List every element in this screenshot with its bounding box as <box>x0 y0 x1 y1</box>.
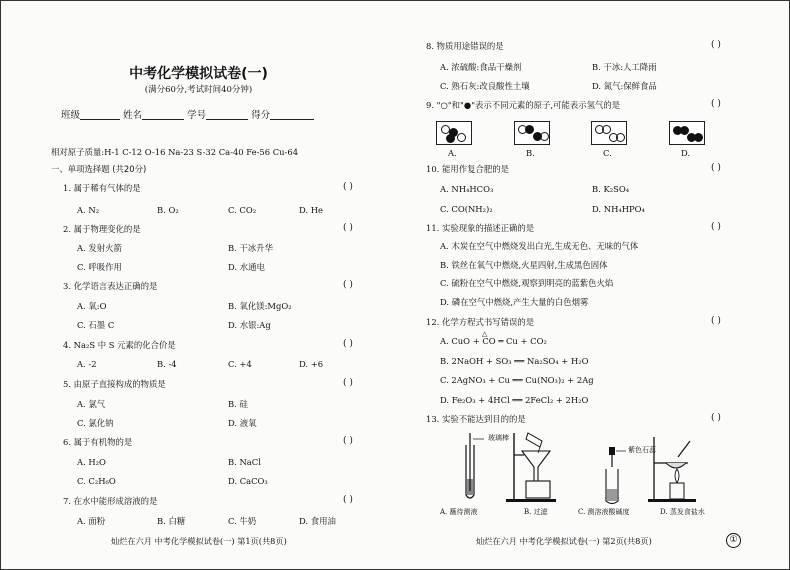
name-blank[interactable] <box>142 109 184 120</box>
question-stem: 4. Na₂S 中 S 元素的化合价是 <box>63 340 176 350</box>
option: C. 石墨 C <box>77 320 115 330</box>
question-stem: 11. 实验现象的描述正确的是 <box>426 223 535 233</box>
answer-blank[interactable]: ( ) <box>343 495 353 505</box>
dropper-icon <box>606 447 626 504</box>
page-1 <box>1 1 396 569</box>
option: A. NH₄HCO₃ <box>440 184 494 194</box>
option: A. 浓硫酸:食品干燥剂 <box>440 62 522 72</box>
class-blank[interactable] <box>80 109 120 120</box>
option: B. 铁丝在氧气中燃烧,火星四射,生成黑色固体 <box>440 260 608 270</box>
option: B. NaCl <box>228 457 261 467</box>
question-stem: 6. 属于有机物的是 <box>63 437 133 447</box>
option: B. 白糖 <box>157 516 186 526</box>
heat-condition-mark: △ <box>482 330 488 338</box>
option: C. +4 <box>228 359 252 369</box>
question-stem: 13. 实验不能达到目的的是 <box>426 414 526 424</box>
option: B. 硅 <box>228 399 248 409</box>
answer-blank[interactable]: ( ) <box>711 99 721 109</box>
atom-filled-icon <box>525 125 534 134</box>
option: C. 测溶液酸碱度 <box>578 508 630 516</box>
test-tube-icon <box>466 433 484 498</box>
option: A. 发射火箭 <box>77 243 122 253</box>
option: C. CO(NH₂)₂ <box>440 204 493 214</box>
question-stem: 3. 化学语言表达正确的是 <box>63 281 158 291</box>
score-blank[interactable] <box>270 109 314 120</box>
option: B. 干冰升华 <box>228 243 273 253</box>
question-stem: 8. 物质用途错误的是 <box>426 41 504 51</box>
option: D. 液氧 <box>228 418 257 428</box>
option: B. 过滤 <box>524 508 548 516</box>
option: C. 氯化钠 <box>77 418 114 428</box>
option: D. He <box>299 205 323 215</box>
question-stem: 7. 在水中能形成溶液的是 <box>63 496 158 506</box>
option: D. 食用油 <box>299 516 336 526</box>
question-stem: 10. 能用作复合肥的是 <box>426 164 509 174</box>
page-2 <box>396 1 789 569</box>
answer-blank[interactable]: ( ) <box>343 280 353 290</box>
option: D. 水通电 <box>228 262 265 272</box>
atom-open-icon <box>457 133 466 142</box>
answer-blank[interactable]: ( ) <box>343 223 353 233</box>
option: C. CO₂ <box>228 205 257 215</box>
question-stem: 5. 由原子直接构成的物质是 <box>63 379 166 389</box>
filtration-icon <box>506 433 556 502</box>
question-stem: 12. 化学方程式书写错误的是 <box>426 317 535 327</box>
atom-open-icon <box>616 133 625 142</box>
atom-filled-icon <box>694 133 703 142</box>
option: B. 2NaOH + SO₃ ══ Na₂SO₄ + H₂O <box>440 356 589 366</box>
exam-subtitle: (满分60分,考试时间40分钟) <box>144 85 253 95</box>
option: D. Fe₂O₃ + 4HCl ══ 2FeCl₂ + 2H₂O <box>440 395 589 405</box>
info-label-id: 学号 <box>187 110 207 121</box>
exam-title: 中考化学模拟试卷(一) <box>129 66 268 82</box>
answer-blank[interactable]: ( ) <box>343 436 353 446</box>
option: D. 水银:Ag <box>228 320 271 330</box>
molecule-diagram-c <box>591 121 627 145</box>
option: C. 牛奶 <box>228 516 257 526</box>
diagram-label-litmus: 紫色石蕊 <box>628 446 656 454</box>
question-stem: 2. 属于物理变化的是 <box>63 224 141 234</box>
option: A. 氯气 <box>77 399 106 409</box>
info-label-name: 姓名 <box>123 110 143 121</box>
option: D. CaCO₃ <box>228 476 268 486</box>
option: B. 干冰:人工降雨 <box>592 62 657 72</box>
answer-blank[interactable]: ( ) <box>711 316 721 326</box>
option: C. 熟石灰:改良酸性土壤 <box>440 81 530 91</box>
option: A. <box>448 148 457 158</box>
page-mark: ① <box>726 533 741 548</box>
page-footer: 灿烂在六月 中考化学模拟试卷(一) 第1页(共8页) <box>111 536 287 546</box>
option: A. N₂ <box>77 205 100 215</box>
atom-open-icon <box>540 132 549 141</box>
option: B. 氧化镁:MgO₂ <box>228 301 292 311</box>
student-info-row <box>61 109 314 122</box>
option: B. <box>526 148 535 158</box>
question-stem: 9. "○"和"●"表示不同元素的原子,可能表示氢气的是 <box>426 100 621 110</box>
molecule-diagram-b <box>514 121 550 145</box>
option: D. +6 <box>299 359 324 369</box>
info-label-class: 班级 <box>61 110 81 121</box>
answer-blank[interactable]: ( ) <box>711 222 721 232</box>
option: A. H₂O <box>77 457 106 467</box>
answer-blank[interactable]: ( ) <box>711 413 721 423</box>
option: A. 面粉 <box>77 516 106 526</box>
section-heading: 一、单项选择题 (共20分) <box>51 164 147 174</box>
option: B. O₂ <box>157 205 179 215</box>
option: C. 硫粉在空气中燃烧,观察到明亮的蓝紫色火焰 <box>440 278 614 288</box>
option: C. C₂H₆O <box>77 476 116 486</box>
apparatus-diagrams <box>426 429 726 505</box>
atom-filled-icon <box>446 134 455 143</box>
option: D. <box>681 148 691 158</box>
atomic-masses: 相对原子质量:H-1 C-12 O-16 Na-23 S-32 Ca-40 Fe-56 Cu-64 <box>51 147 299 157</box>
info-label-score: 得分 <box>251 110 271 121</box>
option: D. 氮气:保鲜食品 <box>592 81 657 91</box>
atom-open-icon <box>602 125 611 134</box>
option: A. 蘸待测液 <box>440 508 478 516</box>
option: A. 木炭在空气中燃烧发出白光,生成无色、无味的气体 <box>440 241 639 251</box>
answer-blank[interactable]: ( ) <box>343 339 353 349</box>
answer-blank[interactable]: ( ) <box>343 182 353 192</box>
id-blank[interactable] <box>206 109 248 120</box>
molecule-diagram-d <box>669 121 705 145</box>
diagram-label-glass-rod: 玻璃棒 <box>488 434 509 442</box>
option: D. NH₄HPO₄ <box>592 204 645 214</box>
option: C. 2AgNO₃ + Cu ══ Cu(NO₃)₂ + 2Ag <box>440 375 594 385</box>
answer-blank[interactable]: ( ) <box>343 378 353 388</box>
option: A. CuO + CO ═ Cu + CO₂ <box>440 336 547 346</box>
option: B. -4 <box>157 359 177 369</box>
question-stem: 1. 属于稀有气体的是 <box>63 183 141 193</box>
option: C. <box>603 148 612 158</box>
option: C. 呼吸作用 <box>77 262 122 272</box>
answer-blank[interactable]: ( ) <box>711 163 721 173</box>
option: D. 磷在空气中燃烧,产生大量的白色烟雾 <box>440 297 589 307</box>
answer-blank[interactable]: ( ) <box>711 40 721 50</box>
molecule-diagram-a <box>436 121 472 145</box>
page-footer: 灿烂在六月 中考化学模拟试卷(一) 第2页(共8页) <box>476 536 652 546</box>
option: D. 蒸发食盐水 <box>660 508 705 516</box>
option: A. -2 <box>77 359 97 369</box>
option: A. 氧:O <box>77 301 107 311</box>
option: B. K₂SO₄ <box>592 184 630 194</box>
